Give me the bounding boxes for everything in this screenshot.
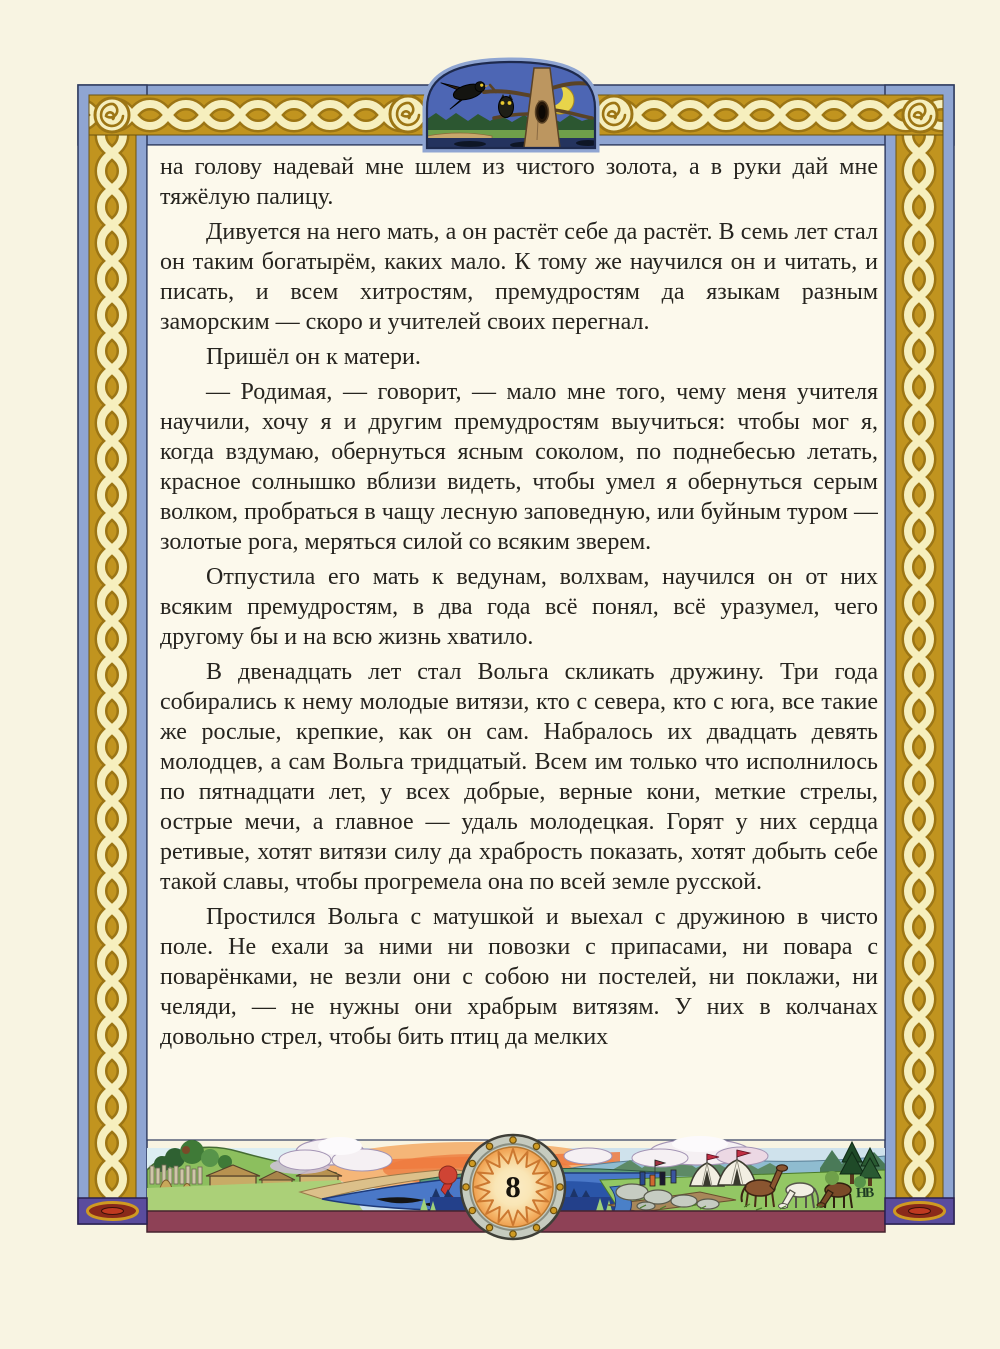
header-vignette-illustration xyxy=(427,62,600,149)
story-paragraph-4: — Родимая, — говорит, — мало мне того, чему меня учителя научили, хочу я и другим премудростям выучиться: чтобы мог я, когда вздумаю, обернуться ясным соколом, по поднебесью летать, красное солнышко вблизи видеть, чтобы умел я обернуться серым волком, пробраться в чащу лесную заповедную, или буйным туром — золотые рога, меряться силой со всяким зверем. xyxy=(160,379,878,555)
story-paragraph-2: Дивуется на него мать, а он растёт себе да растёт. В семь лет стал он таким богатырём, каких мало. К тому же научился он и читать, и писать, и всем хитростям, премудростям да языкам разным заморским — скоро и учителей своих перегнал. xyxy=(160,219,878,335)
frame-terminal-icon xyxy=(78,1198,147,1224)
story-paragraph-3: Пришёл он к матери. xyxy=(206,344,421,370)
braid-knot-icon xyxy=(903,98,937,132)
story-paragraph-5: Отпустила его мать к ведунам, волхвам, научился он от них всяким премудростям, в два года всё понял, всё уразумел, чего другому бы и на всю жизнь хватило. xyxy=(160,564,878,650)
braid-knot-icon xyxy=(596,96,632,132)
braid-knot-icon xyxy=(95,98,129,132)
story-paragraph-1: на голову надевай мне шлем из чистого золота, а в руки дай мне тяжёлую палицу. xyxy=(160,154,878,210)
story-text xyxy=(160,152,878,1138)
page-number: 8 xyxy=(505,1169,521,1204)
story-paragraph-6: В двенадцать лет стал Вольга скликать дружину. Три года собирались к нему молодые витязи, кто с севера, кто с юга, все такие же рослые, крепкие, как он сам. Набралось их двадцать девять молодцев, а сам Вольга тридцатый. Всем им только что исполнилось по пятнадцати лет, у всех добрые, верные кони, меткие стрелы, острые мечи, а главное — удаль молодецкая. Горят у них сердца ретивые, хотят витязи силу да храбрость показать, хотят добыть себе такой славы, чтобы прогремела она по всей земле русской. xyxy=(160,659,878,895)
setting-sun-icon xyxy=(439,1166,457,1184)
story-paragraph-7: Простился Вольга с матушкой и выехал с дружиною в чисто поле. Не ехали за ними ни повозки с припасами, ни повара с поварёнками, не везли они с собою ни постелей, ни поклажи, ни челяди, — не нужны они храбрым витязям. У них в колчанах довольно стрел, чтобы бить птиц да мелких xyxy=(160,904,878,1050)
frame-terminal-icon xyxy=(885,1198,954,1224)
braid-knot-icon xyxy=(390,96,426,132)
artist-monogram: НВ xyxy=(855,1185,873,1202)
